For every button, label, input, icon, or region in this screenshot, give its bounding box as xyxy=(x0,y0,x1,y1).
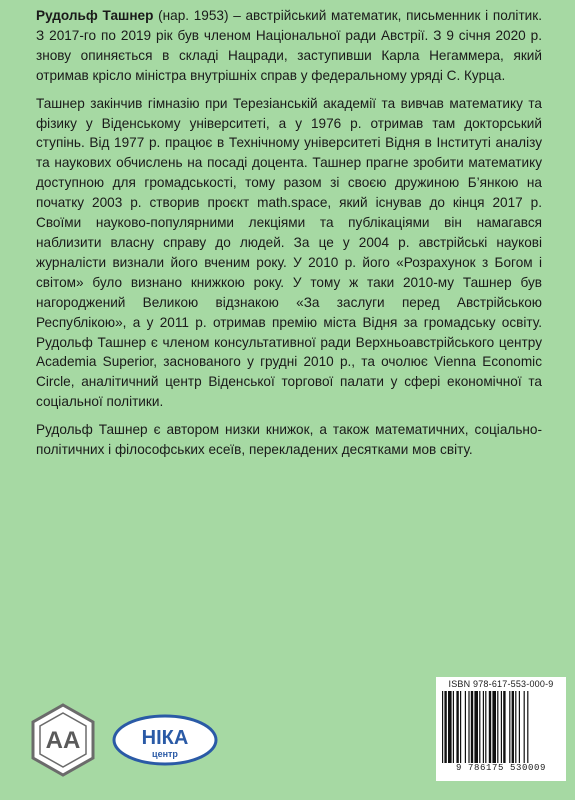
barcode xyxy=(442,691,560,763)
bio-paragraph-3: Рудольф Ташнер є автором низки книжок, а також математичних, соціально-політичних і філософських есеїв, перекладених десятками мов світу. xyxy=(36,422,542,458)
barcode-bar xyxy=(471,691,473,763)
barcode-bar xyxy=(465,691,466,763)
barcode-bar xyxy=(519,691,520,763)
author-biography xyxy=(36,6,542,468)
barcode-bar xyxy=(527,691,528,763)
barcode-bar xyxy=(515,691,516,763)
barcode-bar xyxy=(503,691,505,763)
barcode-bar xyxy=(453,691,454,763)
barcode-bar xyxy=(448,691,452,763)
isbn-barcode-box xyxy=(436,677,566,781)
barcode-bar xyxy=(509,691,510,763)
barcode-bar xyxy=(501,691,502,763)
barcode-bar xyxy=(468,691,469,763)
barcode-bar xyxy=(456,691,458,763)
aa-logo-text: AA xyxy=(45,727,81,754)
barcode-bar xyxy=(524,691,525,763)
barcode-digits: 9 786175 530009 xyxy=(455,763,546,773)
barcode-bar xyxy=(483,691,484,763)
barcode-bar xyxy=(492,691,496,763)
nika-logo-text: НІКА xyxy=(141,727,189,749)
barcode-bar xyxy=(442,691,443,763)
aa-publisher-logo xyxy=(30,703,96,777)
barcode-bar xyxy=(479,691,480,763)
bio-paragraph-1 xyxy=(36,6,542,86)
nika-logo-subtext: центр xyxy=(152,749,178,759)
barcode-bar xyxy=(444,691,446,763)
barcode-bar xyxy=(512,691,514,763)
isbn-label: ISBN 978-617-553-000-9 xyxy=(448,679,554,689)
barcode-bar xyxy=(474,691,478,763)
nika-publisher-logo xyxy=(112,712,218,768)
bio-paragraph-1-text: (нар. 1953) – австрійський математик, письменник і політик. З 2017-го по 2019 рік був членом Національної ради Австрії. З 9 січня 2020 р. знову опиняється в складі Нацради, заступивши Карла Негаммера, який отримав крісло міністра внутрішніх справ у федеральному уряді С. Курца. xyxy=(36,8,542,83)
bio-paragraph-2: Ташнер закінчив гімназію при Терезіанській академії та вивчав математику та фізику у Віденському університеті, а у 1976 р. отримав там докторський ступінь. Від 1977 р. працює в Технічному університеті Відня в Інституті аналізу та наукових обчислень на посаді доцента. Ташнер прагне зробити математику доступною для громадськості, тому разом зі своєю дружиною Б’янкою на початку 2003 р. створив проєкт math.space, який існував до кінця 2017 р. Своїми науково-популярними лекціями та публікаціями він намагався наблизити власну справу до людей. За це у 2004 р. австрійські наукові журналісти визнали його вченим року. У 2010 р. його «Розрахунок з Богом і світом» було визнано книжкою року. У тому ж таки 2010-му Ташнер був нагороджений Великою відзнакою «За заслуги перед Австрійською Республікою», а у 2011 р. отримав премію міста Відня за громадську освіту. Рудольф Ташнер є членом консультативної ради Верхньоавстрійського центру Academia Superior, заснованого у грудні 2010 р., та очолює Vienna Economic Circle, аналітичний центр Віденської торгової палати у сфері економічної та соціальної політики. xyxy=(36,95,542,410)
author-name: Рудольф Ташнер xyxy=(36,8,154,23)
barcode-bar xyxy=(460,691,461,763)
barcode-bar xyxy=(489,691,491,763)
barcode-bar xyxy=(485,691,486,763)
barcode-bar xyxy=(497,691,498,763)
